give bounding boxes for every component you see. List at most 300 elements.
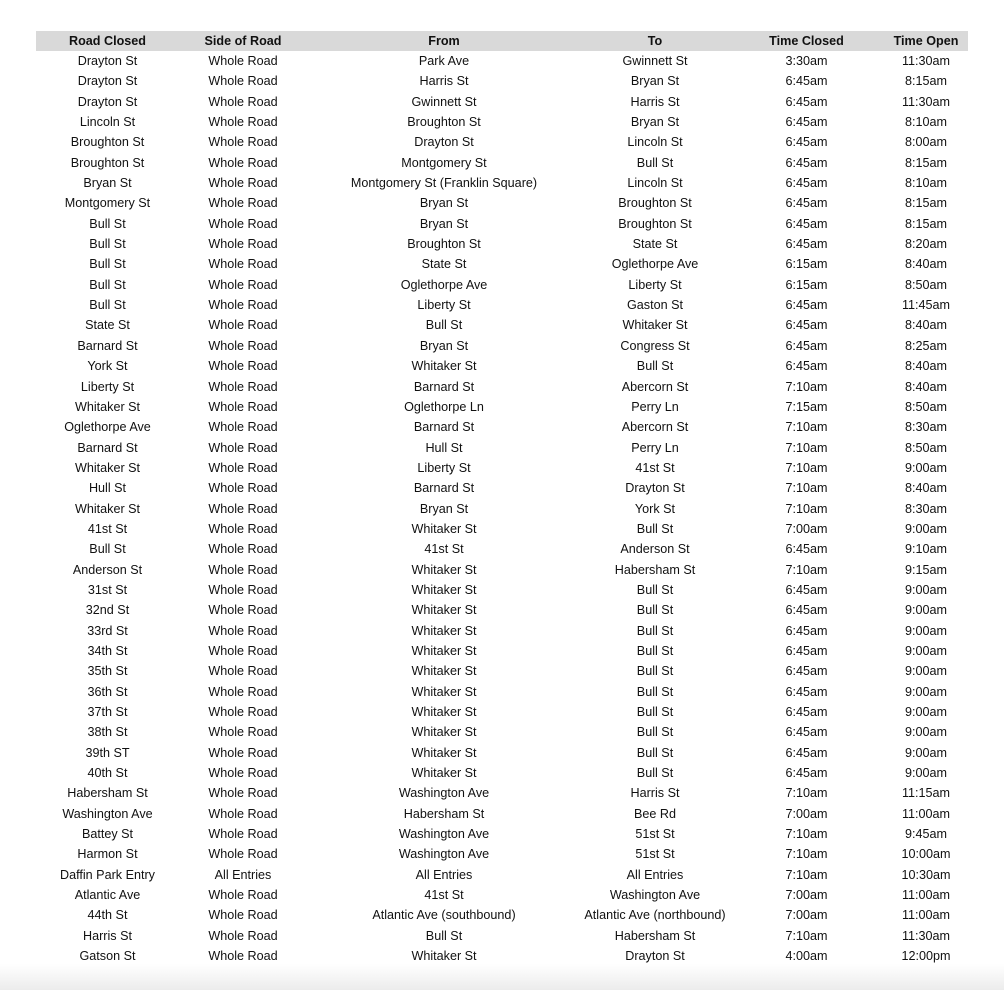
time-open-cell: 9:15am	[904, 562, 947, 577]
from-cell: Oglethorpe Ave	[400, 277, 488, 292]
time-closed-cell: 6:45am	[785, 155, 828, 170]
time-open-cell: 8:30am	[904, 420, 947, 435]
header-time-open: Time Open	[893, 34, 959, 48]
road-closed-cell: Gatson St	[79, 949, 136, 964]
from-cell: Whitaker St	[411, 725, 477, 740]
road-closed-cell: 31st St	[87, 582, 128, 597]
table-row	[36, 539, 968, 559]
road-closed-cell: York St	[87, 359, 128, 374]
from-cell: Atlantic Ave (southbound)	[372, 908, 516, 923]
road-closures-table	[36, 31, 968, 966]
road-closed-cell: Oglethorpe Ave	[64, 420, 151, 435]
time-open-cell: 8:30am	[904, 501, 947, 516]
road-closed-cell: State St	[85, 318, 130, 333]
road-closed-cell: Harmon St	[77, 847, 138, 862]
from-cell: Drayton St	[414, 135, 474, 150]
time-open-cell: 9:00am	[904, 460, 947, 475]
road-closed-cell: Whitaker St	[74, 460, 141, 475]
to-cell: Harris St	[630, 786, 680, 801]
to-cell: Bull St	[636, 745, 674, 760]
to-cell: Bull St	[636, 359, 674, 374]
side-of-road-cell: Whole Road	[208, 216, 278, 231]
table-row	[36, 722, 968, 742]
table-row	[36, 499, 968, 519]
from-cell: Whitaker St	[411, 623, 477, 638]
to-cell: Gwinnett St	[622, 54, 688, 68]
to-cell: York St	[634, 501, 676, 516]
to-cell: Oglethorpe Ave	[611, 257, 699, 272]
side-of-road-cell: Whole Road	[208, 399, 278, 414]
time-closed-cell: 7:00am	[785, 908, 828, 923]
table-row	[36, 234, 968, 254]
table-row	[36, 926, 968, 946]
time-closed-cell: 6:45am	[785, 664, 828, 679]
table-row	[36, 743, 968, 763]
road-closed-cell: Drayton St	[77, 94, 138, 109]
time-open-cell: 9:00am	[904, 603, 947, 618]
table-row	[36, 336, 968, 356]
from-cell: Bull St	[425, 928, 463, 943]
from-cell: Whitaker St	[411, 582, 477, 597]
from-cell: Whitaker St	[411, 664, 477, 679]
table-row	[36, 92, 968, 112]
time-open-cell: 8:50am	[904, 440, 947, 455]
road-closed-cell: 38th St	[87, 725, 128, 740]
side-of-road-cell: Whole Road	[208, 949, 278, 964]
table-row	[36, 71, 968, 91]
time-open-cell: 8:00am	[904, 135, 947, 150]
time-open-cell: 11:30am	[901, 54, 951, 68]
table-row	[36, 51, 968, 71]
to-cell: Gaston St	[626, 298, 683, 313]
time-closed-cell: 6:45am	[785, 237, 828, 252]
to-cell: Bryan St	[630, 115, 680, 130]
time-open-cell: 11:30am	[901, 928, 951, 943]
to-cell: Lincoln St	[627, 135, 683, 150]
table-row	[36, 112, 968, 132]
road-closed-cell: Bryan St	[83, 176, 132, 191]
side-of-road-cell: Whole Road	[208, 582, 278, 597]
time-closed-cell: 6:45am	[785, 643, 828, 658]
side-of-road-cell: Whole Road	[208, 94, 278, 109]
time-open-cell: 11:00am	[901, 806, 951, 821]
to-cell: Bee Rd	[633, 806, 676, 821]
time-open-cell: 8:15am	[904, 196, 947, 211]
side-of-road-cell: Whole Road	[208, 603, 278, 618]
time-closed-cell: 7:10am	[785, 562, 828, 577]
from-cell: Bull St	[425, 318, 463, 333]
from-cell: Barnard St	[413, 379, 475, 394]
to-cell: 51st St	[635, 827, 675, 842]
to-cell: Bull St	[636, 582, 674, 597]
to-cell: Whitaker St	[622, 318, 688, 333]
road-closed-cell: Atlantic Ave	[74, 888, 141, 903]
road-closed-cell: Whitaker St	[74, 501, 141, 516]
side-of-road-cell: Whole Road	[208, 176, 278, 191]
side-of-road-cell: Whole Road	[208, 664, 278, 679]
to-cell: Bull St	[636, 725, 674, 740]
to-cell: Bull St	[636, 664, 674, 679]
from-cell: 41st St	[424, 542, 464, 557]
road-closed-cell: Drayton St	[77, 54, 138, 68]
time-closed-cell: 6:45am	[785, 623, 828, 638]
time-closed-cell: 6:45am	[785, 74, 828, 89]
time-closed-cell: 7:10am	[785, 481, 828, 496]
table-row	[36, 173, 968, 193]
side-of-road-cell: Whole Road	[208, 74, 278, 89]
side-of-road-cell: All Entries	[214, 867, 272, 882]
time-open-cell: 8:15am	[904, 155, 947, 170]
to-cell: Harris St	[630, 94, 680, 109]
table-row	[36, 275, 968, 295]
time-closed-cell: 6:45am	[785, 582, 828, 597]
road-closed-cell: Daffin Park Entry	[60, 867, 155, 882]
table-row	[36, 804, 968, 824]
from-cell: Whitaker St	[411, 745, 477, 760]
road-closed-cell: 36th St	[87, 684, 128, 699]
time-closed-cell: 7:10am	[785, 501, 828, 516]
to-cell: Habersham St	[614, 928, 696, 943]
time-open-cell: 9:00am	[904, 766, 947, 781]
table-body	[36, 51, 968, 966]
time-closed-cell: 7:10am	[785, 867, 828, 882]
side-of-road-cell: Whole Road	[208, 277, 278, 292]
side-of-road-cell: Whole Road	[208, 115, 278, 130]
side-of-road-cell: Whole Road	[208, 786, 278, 801]
road-closed-cell: Bull St	[89, 542, 126, 557]
table-row	[36, 214, 968, 234]
time-closed-cell: 6:45am	[785, 766, 828, 781]
to-cell: Lincoln St	[627, 176, 683, 191]
table-header-row	[36, 31, 968, 51]
time-closed-cell: 7:10am	[785, 379, 828, 394]
side-of-road-cell: Whole Road	[208, 318, 278, 333]
table-row	[36, 865, 968, 885]
time-closed-cell: 7:10am	[785, 786, 828, 801]
to-cell: Bull St	[636, 643, 674, 658]
to-cell: Abercorn St	[621, 420, 689, 435]
time-closed-cell: 3:30am	[785, 54, 828, 68]
road-closed-cell: Broughton St	[70, 155, 145, 170]
side-of-road-cell: Whole Road	[208, 908, 278, 923]
time-open-cell: 9:00am	[904, 521, 947, 536]
time-closed-cell: 7:10am	[785, 440, 828, 455]
table-row	[36, 580, 968, 600]
from-cell: Bryan St	[419, 216, 469, 231]
table-row	[36, 885, 968, 905]
to-cell: Perry Ln	[631, 399, 679, 414]
to-cell: Bull St	[636, 603, 674, 618]
time-closed-cell: 6:45am	[785, 745, 828, 760]
time-open-cell: 8:10am	[904, 115, 947, 130]
table-row	[36, 397, 968, 417]
from-cell: 41st St	[424, 888, 464, 903]
road-closed-cell: Drayton St	[77, 74, 138, 89]
table-row	[36, 377, 968, 397]
to-cell: Broughton St	[618, 216, 692, 231]
from-cell: Washington Ave	[398, 827, 490, 842]
side-of-road-cell: Whole Road	[208, 847, 278, 862]
from-cell: Barnard St	[413, 420, 475, 435]
from-cell: Gwinnett St	[411, 94, 477, 109]
road-closed-cell: Montgomery St	[64, 196, 151, 211]
side-of-road-cell: Whole Road	[208, 542, 278, 557]
from-cell: Whitaker St	[411, 705, 477, 719]
from-cell: Liberty St	[417, 460, 471, 475]
from-cell: Washington Ave	[398, 847, 490, 862]
to-cell: Drayton St	[625, 949, 685, 964]
road-closed-cell: Liberty St	[80, 379, 135, 394]
time-open-cell: 8:15am	[904, 74, 947, 89]
side-of-road-cell: Whole Road	[208, 501, 278, 516]
time-open-cell: 8:10am	[904, 176, 947, 191]
time-closed-cell: 6:45am	[785, 196, 828, 211]
from-cell: Whitaker St	[411, 521, 477, 536]
road-closed-cell: Bull St	[89, 216, 126, 231]
time-open-cell: 8:40am	[904, 481, 947, 496]
time-open-cell: 9:00am	[904, 582, 947, 597]
to-cell: Bull St	[636, 766, 674, 781]
time-closed-cell: 6:45am	[785, 542, 828, 557]
to-cell: Bull St	[636, 705, 674, 719]
time-open-cell: 10:30am	[901, 867, 951, 882]
time-open-cell: 8:40am	[904, 359, 947, 374]
time-open-cell: 9:00am	[904, 725, 947, 740]
table-row	[36, 763, 968, 783]
to-cell: Broughton St	[618, 196, 692, 211]
to-cell: Drayton St	[625, 481, 685, 496]
side-of-road-cell: Whole Road	[208, 725, 278, 740]
road-closed-cell: Broughton St	[70, 135, 145, 150]
road-closed-cell: Anderson St	[72, 562, 143, 577]
side-of-road-cell: Whole Road	[208, 257, 278, 272]
to-cell: Habersham St	[614, 562, 696, 577]
side-of-road-cell: Whole Road	[208, 766, 278, 781]
table-row	[36, 132, 968, 152]
road-closed-cell: Bull St	[89, 277, 126, 292]
time-closed-cell: 4:00am	[785, 949, 828, 964]
time-open-cell: 11:45am	[901, 298, 951, 313]
side-of-road-cell: Whole Road	[208, 827, 278, 842]
side-of-road-cell: Whole Road	[208, 54, 278, 68]
to-cell: Congress St	[620, 338, 690, 353]
table-row	[36, 478, 968, 498]
from-cell: Park Ave	[418, 54, 470, 68]
time-closed-cell: 7:00am	[785, 888, 828, 903]
time-closed-cell: 6:45am	[785, 705, 828, 719]
table-row	[36, 295, 968, 315]
time-open-cell: 8:50am	[904, 399, 947, 414]
to-cell: 51st St	[635, 847, 675, 862]
time-closed-cell: 7:10am	[785, 928, 828, 943]
from-cell: Whitaker St	[411, 603, 477, 618]
table-row	[36, 621, 968, 641]
side-of-road-cell: Whole Road	[208, 379, 278, 394]
side-of-road-cell: Whole Road	[208, 237, 278, 252]
table-row	[36, 661, 968, 681]
road-closed-cell: Lincoln St	[79, 115, 136, 130]
time-open-cell: 8:40am	[904, 379, 947, 394]
time-closed-cell: 6:45am	[785, 216, 828, 231]
time-closed-cell: 6:15am	[785, 257, 828, 272]
time-closed-cell: 7:10am	[785, 420, 828, 435]
time-open-cell: 11:00am	[901, 908, 951, 923]
road-closed-cell: 35th St	[87, 664, 128, 679]
header-time-closed: Time Closed	[769, 34, 844, 48]
from-cell: All Entries	[415, 867, 473, 882]
to-cell: Bull St	[636, 684, 674, 699]
table-row	[36, 905, 968, 925]
side-of-road-cell: Whole Road	[208, 420, 278, 435]
to-cell: 41st St	[635, 460, 675, 475]
side-of-road-cell: Whole Road	[208, 338, 278, 353]
road-closed-cell: Battey St	[81, 827, 134, 842]
header-from: From	[428, 34, 460, 48]
table-row	[36, 844, 968, 864]
side-of-road-cell: Whole Road	[208, 806, 278, 821]
table-row	[36, 193, 968, 213]
to-cell: Bull St	[636, 521, 674, 536]
time-closed-cell: 6:45am	[785, 684, 828, 699]
table-row	[36, 254, 968, 274]
side-of-road-cell: Whole Road	[208, 928, 278, 943]
time-open-cell: 8:40am	[904, 318, 947, 333]
header-to: To	[647, 34, 663, 48]
time-closed-cell: 6:45am	[785, 338, 828, 353]
time-open-cell: 8:20am	[904, 237, 947, 252]
table-row	[36, 946, 968, 966]
to-cell: All Entries	[626, 867, 684, 882]
to-cell: Bull St	[636, 155, 674, 170]
from-cell: Oglethorpe Ln	[404, 399, 484, 414]
from-cell: Harris St	[419, 74, 469, 89]
side-of-road-cell: Whole Road	[208, 521, 278, 536]
side-of-road-cell: Whole Road	[208, 623, 278, 638]
time-closed-cell: 6:45am	[785, 298, 828, 313]
from-cell: Whitaker St	[411, 643, 477, 658]
from-cell: Bryan St	[419, 501, 469, 516]
table-row	[36, 438, 968, 458]
time-open-cell: 9:00am	[904, 745, 947, 760]
time-open-cell: 8:15am	[904, 216, 947, 231]
road-closed-cell: Bull St	[89, 298, 126, 313]
table-row	[36, 600, 968, 620]
table-row	[36, 458, 968, 478]
road-closed-cell: 32nd St	[85, 603, 130, 618]
time-open-cell: 8:40am	[904, 257, 947, 272]
road-closed-cell: Bull St	[89, 257, 126, 272]
table-row	[36, 315, 968, 335]
side-of-road-cell: Whole Road	[208, 888, 278, 903]
time-open-cell: 9:00am	[904, 664, 947, 679]
to-cell: State St	[632, 237, 678, 252]
road-closed-cell: Harris St	[83, 928, 132, 943]
road-closed-cell: 33rd St	[87, 623, 128, 638]
header-road-closed: Road Closed	[69, 34, 146, 48]
side-of-road-cell: Whole Road	[208, 745, 278, 760]
road-closed-cell: 39th ST	[85, 745, 130, 760]
table-row	[36, 417, 968, 437]
table-row	[36, 560, 968, 580]
table-row	[36, 519, 968, 539]
to-cell: Bull St	[636, 623, 674, 638]
to-cell: Bryan St	[630, 74, 680, 89]
time-closed-cell: 6:45am	[785, 603, 828, 618]
from-cell: Washington Ave	[398, 786, 490, 801]
road-closed-cell: Hull St	[88, 481, 127, 496]
side-of-road-cell: Whole Road	[208, 481, 278, 496]
time-closed-cell: 6:45am	[785, 135, 828, 150]
side-of-road-cell: Whole Road	[208, 155, 278, 170]
time-closed-cell: 6:45am	[785, 176, 828, 191]
time-closed-cell: 6:45am	[785, 115, 828, 130]
time-open-cell: 11:15am	[901, 786, 951, 801]
time-closed-cell: 6:15am	[785, 277, 828, 292]
road-closed-cell: Barnard St	[77, 338, 138, 353]
time-closed-cell: 6:45am	[785, 725, 828, 740]
from-cell: Whitaker St	[411, 684, 477, 699]
time-closed-cell: 6:45am	[785, 359, 828, 374]
time-closed-cell: 7:00am	[785, 521, 828, 536]
time-open-cell: 9:00am	[904, 684, 947, 699]
time-open-cell: 9:00am	[904, 643, 947, 658]
header-side-of-road: Side of Road	[204, 34, 282, 48]
side-of-road-cell: Whole Road	[208, 705, 278, 719]
time-open-cell: 9:00am	[904, 623, 947, 638]
time-open-cell: 10:00am	[901, 847, 951, 862]
from-cell: Liberty St	[417, 298, 471, 313]
to-cell: Atlantic Ave (northbound)	[584, 908, 726, 923]
side-of-road-cell: Whole Road	[208, 135, 278, 150]
table-row	[36, 641, 968, 661]
time-open-cell: 8:25am	[904, 338, 947, 353]
side-of-road-cell: Whole Road	[208, 298, 278, 313]
time-closed-cell: 7:00am	[785, 806, 828, 821]
from-cell: Hull St	[425, 440, 463, 455]
road-closed-cell: Whitaker St	[74, 399, 141, 414]
road-closed-cell: Bull St	[89, 237, 126, 252]
road-closed-cell: 34th St	[87, 643, 128, 658]
page-bottom-shadow	[0, 964, 1004, 990]
from-cell: Whitaker St	[411, 766, 477, 781]
road-closed-cell: Washington Ave	[62, 806, 153, 821]
road-closed-cell: Habersham St	[67, 786, 148, 801]
time-closed-cell: 7:10am	[785, 847, 828, 862]
side-of-road-cell: Whole Road	[208, 460, 278, 475]
road-closed-cell: 37th St	[87, 705, 128, 719]
side-of-road-cell: Whole Road	[208, 562, 278, 577]
table-row	[36, 824, 968, 844]
from-cell: Whitaker St	[411, 949, 477, 964]
table-row	[36, 356, 968, 376]
road-closed-cell: Barnard St	[77, 440, 138, 455]
time-closed-cell: 6:45am	[785, 94, 828, 109]
to-cell: Washington Ave	[609, 888, 701, 903]
from-cell: Bryan St	[419, 338, 469, 353]
time-closed-cell: 6:45am	[785, 318, 828, 333]
from-cell: Broughton St	[407, 115, 481, 130]
road-closed-cell: 40th St	[87, 766, 128, 781]
table-row	[36, 783, 968, 803]
time-open-cell: 9:45am	[904, 827, 947, 842]
to-cell: Anderson St	[620, 542, 690, 557]
side-of-road-cell: Whole Road	[208, 359, 278, 374]
to-cell: Abercorn St	[621, 379, 689, 394]
side-of-road-cell: Whole Road	[208, 440, 278, 455]
from-cell: Barnard St	[413, 481, 475, 496]
from-cell: State St	[421, 257, 467, 272]
side-of-road-cell: Whole Road	[208, 643, 278, 658]
